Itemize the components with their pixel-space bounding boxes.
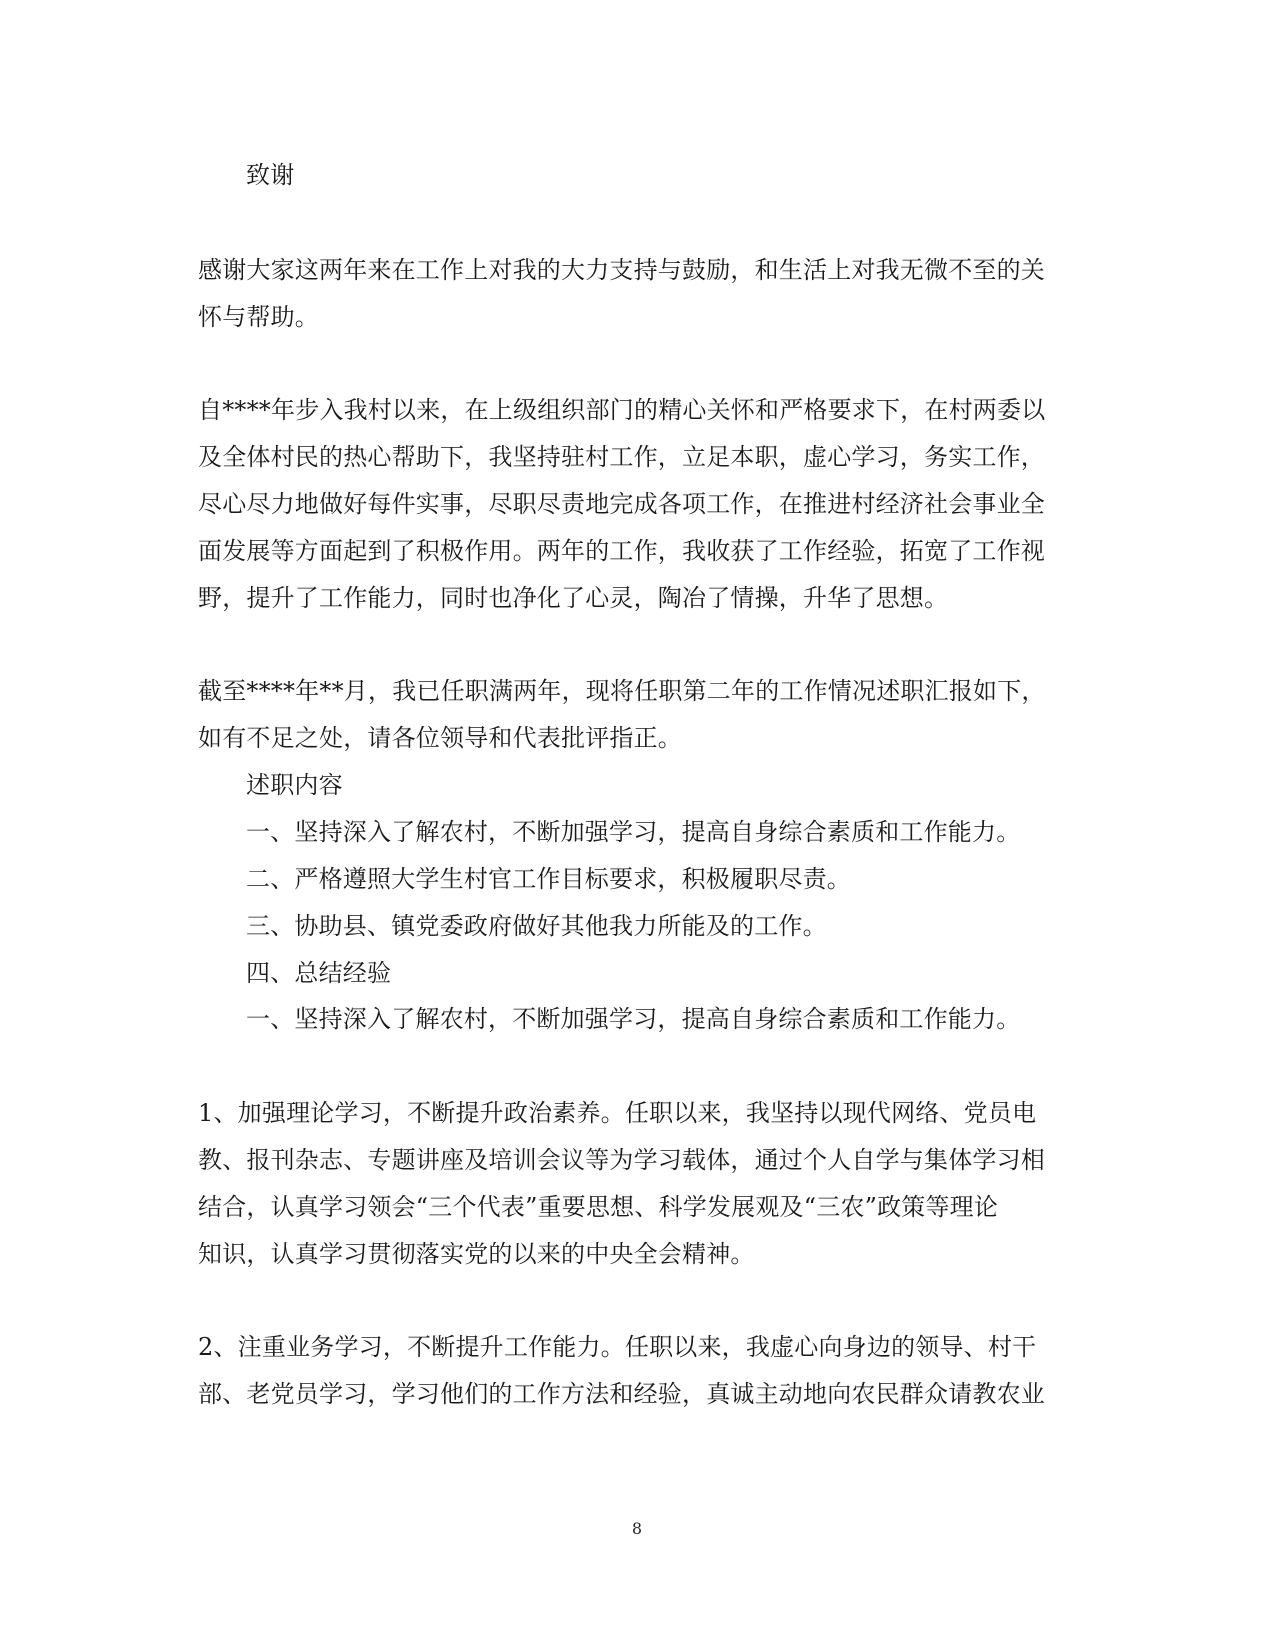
paragraph-line: 如有不足之处，请各位领导和代表批评指正。	[198, 724, 682, 752]
paragraph-line: 面发展等方面起到了积极作用。两年的工作，我收获了工作经验，拓宽了工作视	[198, 537, 1045, 565]
paragraph-line: 知识，认真学习贯彻落实党的以来的中央全会精神。	[198, 1240, 755, 1268]
paragraph-line: 感谢大家这两年来在工作上对我的大力支持与鼓励，和生活上对我无微不至的关	[198, 256, 1045, 284]
outline-item: 述职内容	[246, 771, 343, 799]
paragraph-line: 教、报刊杂志、专题讲座及培训会议等为学习载体，通过个人自学与集体学习相	[198, 1146, 1045, 1174]
paragraph-line: 部、老党员学习，学习他们的工作方法和经验，真诚主动地向农民群众请教农业	[198, 1380, 1045, 1408]
page-number: 8	[631, 1519, 643, 1538]
paragraph-line: 2、注重业务学习，不断提升工作能力。任职以来，我虚心向身边的领导、村干	[198, 1333, 1037, 1361]
paragraph-line: 截至****年**月，我已任职满两年，现将任职第二年的工作情况述职汇报如下，	[198, 677, 1046, 705]
paragraph-line: 1、加强理论学习，不断提升政治素养。任职以来，我坚持以现代网络、党员电	[198, 1099, 1037, 1127]
outline-item: 三、协助县、镇党委政府做好其他我力所能及的工作。	[246, 912, 827, 940]
paragraph-line: 怀与帮助。	[198, 303, 319, 331]
paragraph-line: 自****年步入我村以来，在上级组织部门的精心关怀和严格要求下，在村两委以	[198, 396, 1046, 424]
document-heading: 致谢	[246, 161, 295, 189]
outline-item: 四、总结经验	[246, 959, 392, 987]
paragraph-line: 及全体村民的热心帮助下，我坚持驻村工作，立足本职，虚心学习，务实工作，	[198, 443, 1045, 471]
paragraph-line: 野，提升了工作能力，同时也净化了心灵，陶冶了情操，升华了思想。	[198, 584, 949, 612]
paragraph-line: 结合，认真学习领会“三个代表”重要思想、科学发展观及“三农”政策等理论	[198, 1193, 999, 1221]
paragraph-line: 尽心尽力地做好每件实事，尽职尽责地完成各项工作，在推进村经济社会事业全	[198, 490, 1045, 518]
outline-item: 一、坚持深入了解农村，不断加强学习，提高自身综合素质和工作能力。	[246, 1005, 1021, 1033]
outline-item: 二、严格遵照大学生村官工作目标要求，积极履职尽责。	[246, 865, 851, 893]
outline-item: 一、坚持深入了解农村，不断加强学习，提高自身综合素质和工作能力。	[246, 818, 1021, 846]
